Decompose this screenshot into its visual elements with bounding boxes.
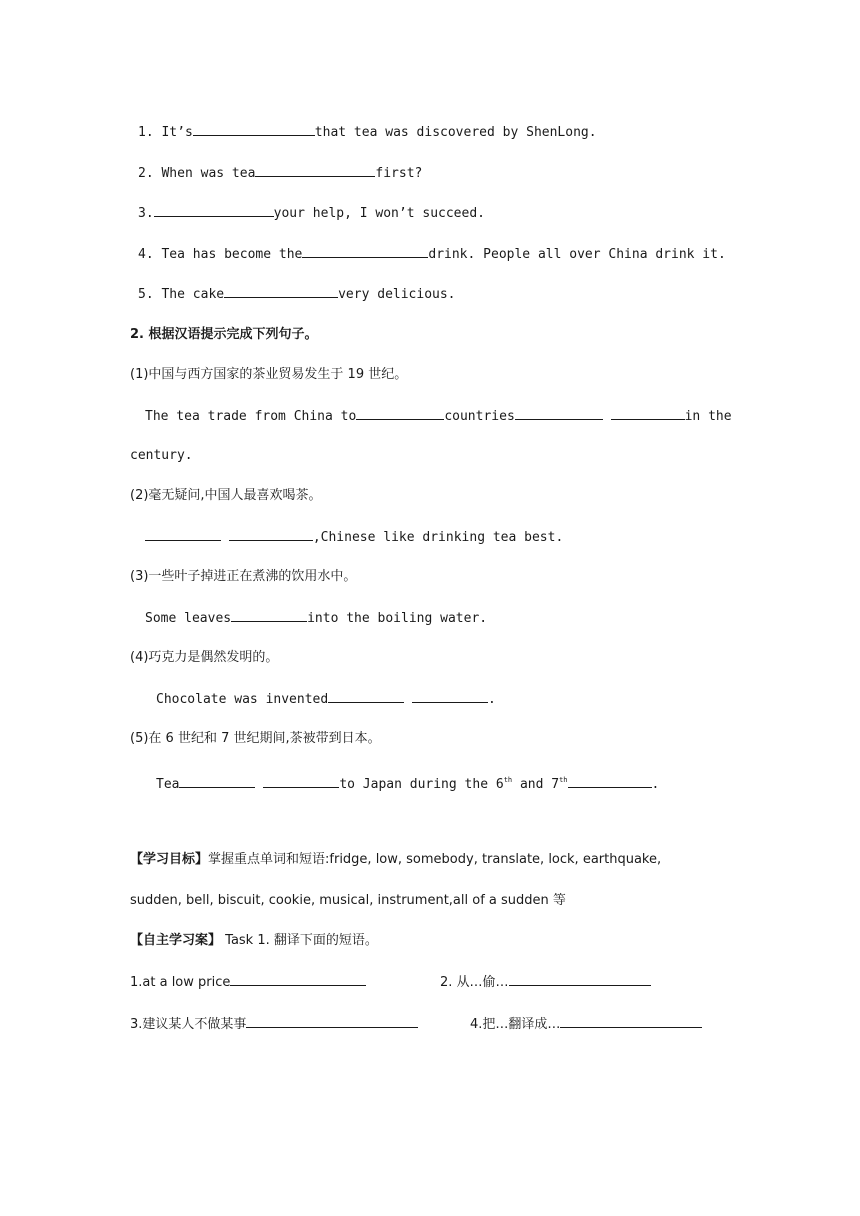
- exercise-1: [138, 123, 597, 142]
- phrase-text: 1.at a low price: [130, 975, 231, 990]
- answer-blank[interactable]: [154, 204, 274, 217]
- answer-blank[interactable]: [302, 245, 428, 258]
- sentence-end: first?: [375, 166, 423, 181]
- sentence-part: .: [651, 777, 660, 792]
- answer-blank[interactable]: [568, 775, 652, 788]
- sentence-end: very delicious.: [338, 287, 456, 302]
- exercise-4: [138, 245, 726, 264]
- self-study-label: 【自主学习案】: [130, 933, 222, 948]
- exercise-2: [138, 164, 422, 183]
- prompt-3-chinese: (3)一些叶子掉进正在煮沸的饮用水中。: [130, 569, 357, 584]
- phrase-text: 3.建议某人不做某事: [130, 1017, 247, 1032]
- item-number: 4.: [138, 247, 154, 262]
- section-2-heading: 2. 根据汉语提示完成下列句子。: [130, 327, 318, 342]
- answer-blank[interactable]: [193, 123, 315, 136]
- prompt-5-english: [156, 771, 659, 794]
- phrase-2: [440, 973, 651, 992]
- sentence-part: Tea: [156, 777, 180, 792]
- sentence-part: into the boiling water.: [307, 611, 488, 626]
- answer-blank[interactable]: [229, 528, 313, 541]
- answer-blank[interactable]: [263, 775, 339, 788]
- answer-blank[interactable]: [231, 609, 307, 622]
- item-number: 1.: [138, 125, 154, 140]
- learning-goals: [130, 851, 661, 869]
- answer-blank[interactable]: [509, 973, 651, 986]
- sentence-part: ,Chinese like drinking tea best.: [312, 530, 564, 545]
- answer-blank[interactable]: [224, 285, 338, 298]
- answer-blank[interactable]: [230, 973, 366, 986]
- sentence-part: Chocolate was invented: [156, 692, 329, 707]
- sentence-end: drink. People all over China drink it.: [428, 247, 726, 262]
- prompt-2-english: [145, 528, 563, 547]
- sentence-part: countries: [444, 409, 515, 424]
- sentence-part: in the: [684, 409, 732, 424]
- goals-text: 掌握重点单词和短语:fridge, low, somebody, translate, lock, earthquake,: [208, 852, 662, 867]
- sentence-part: and 7: [519, 777, 560, 792]
- answer-blank[interactable]: [328, 690, 404, 703]
- phrase-3: [130, 1015, 418, 1034]
- prompt-1-english-cont: century.: [130, 448, 193, 463]
- phrase-1: [130, 973, 366, 992]
- prompt-2-chinese: (2)毫无疑问,中国人最喜欢喝茶。: [130, 488, 322, 503]
- sentence-end: your help, I won’t succeed.: [273, 206, 485, 221]
- task-label: Task 1. 翻译下面的短语。: [225, 933, 378, 948]
- phrase-text: 2. 从…偷…: [440, 975, 509, 990]
- answer-blank[interactable]: [611, 407, 685, 420]
- answer-blank[interactable]: [145, 528, 221, 541]
- prompt-3-english: [145, 609, 487, 628]
- answer-blank[interactable]: [246, 1015, 418, 1028]
- superscript: th: [503, 776, 513, 784]
- prompt-4-chinese: (4)巧克力是偶然发明的。: [130, 650, 279, 665]
- answer-blank[interactable]: [179, 775, 255, 788]
- prompt-5-chinese: (5)在 6 世纪和 7 世纪期间,茶被带到日本。: [130, 731, 381, 746]
- item-number: 5.: [138, 287, 154, 302]
- answer-blank[interactable]: [515, 407, 603, 420]
- sentence-part: to Japan during the 6: [339, 777, 504, 792]
- self-study-heading: [130, 932, 378, 950]
- sentence-part: .: [488, 692, 496, 707]
- sentence-part: Some leaves: [145, 611, 232, 626]
- sentence-start: When was tea: [161, 166, 256, 181]
- goals-label: 【学习目标】: [130, 852, 209, 867]
- sentence-start: Tea has become the: [161, 247, 303, 262]
- item-number: 2.: [138, 166, 154, 181]
- answer-blank[interactable]: [356, 407, 444, 420]
- superscript: th: [559, 776, 568, 784]
- sentence-start: The cake: [161, 287, 225, 302]
- phrase-4: [470, 1015, 702, 1034]
- prompt-4-english: [156, 690, 496, 709]
- answer-blank[interactable]: [412, 690, 488, 703]
- answer-blank[interactable]: [560, 1015, 702, 1028]
- prompt-1-english: [145, 407, 732, 426]
- sentence-part: The tea trade from China to: [145, 409, 357, 424]
- exercise-5: [138, 285, 456, 304]
- item-number: 3.: [138, 206, 154, 221]
- exercise-3: [138, 204, 485, 223]
- answer-blank[interactable]: [255, 164, 375, 177]
- sentence-end: that tea was discovered by ShenLong.: [314, 125, 597, 140]
- prompt-1-chinese: (1)中国与西方国家的茶业贸易发生于 19 世纪。: [130, 367, 408, 382]
- learning-goals-cont: sudden, bell, biscuit, cookie, musical, instrument,all of a sudden 等: [130, 893, 566, 908]
- phrase-text: 4.把…翻译成…: [470, 1017, 561, 1032]
- sentence-start: It’s: [161, 125, 193, 140]
